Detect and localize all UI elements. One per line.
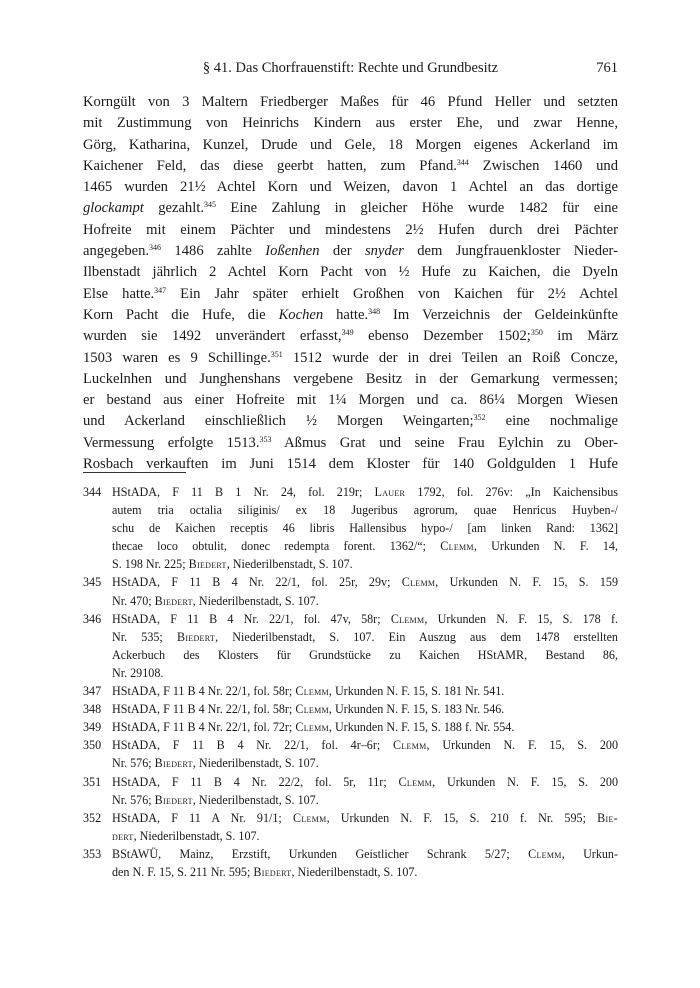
- footnote-line: thecae loco obtulit, donec redempta forent. 1362/“; Clemm, Urkunden N. F. 14,: [112, 539, 618, 554]
- footnote-line: HStADA, F 11 B 4 Nr. 22/1, fol. 47v, 58r; Clemm, Urkunden N. F. 15, S. 178 f.: [112, 611, 618, 626]
- footnote: [83, 845, 618, 881]
- footnote-ref: 345: [204, 200, 216, 210]
- footnote-line: HStADA, F 11 B 4 Nr. 22/1, fol. 25r, 29v; Clemm, Urkunden N. F. 15, S. 159: [112, 575, 618, 590]
- footnote-number: 353: [83, 846, 102, 861]
- body-line: 1465 wurden 21½ Achtel Korn und Weizen, davon 1 Achtel an das dortige: [83, 179, 618, 196]
- footnote: [83, 610, 618, 682]
- body-line: und Ackerland einschließlich ½ Morgen Weingarten;$^{352}$ eine nochmalige: [83, 413, 618, 430]
- footnote-line: schu de Kaichen receptis 46 libris Hallensibus hypo-/ [am linken Rand: 1362]: [112, 521, 618, 536]
- body-line: glockampt gezahlt.$^{345}$ Eine Zahlung in gleicher Höhe wurde 1482 für eine: [83, 200, 618, 217]
- footnote-ref: 344: [456, 157, 469, 167]
- footnote-line: Nr. 470; Biedert, Niederilbenstadt, S. 107.: [112, 593, 319, 608]
- footnote-ref: 351: [270, 349, 283, 359]
- footnote-ref: 352: [473, 413, 486, 423]
- footnote-number: 350: [83, 738, 102, 753]
- footnote-line: HStADA, F 11 B 4 Nr. 22/2, fol. 5r, 11r; Clemm, Urkunden N. F. 15, S. 200: [112, 774, 618, 789]
- body-line: Korn Pacht die Hufe, die Kochen hatte.$^{348}$ Im Verzeichnis der Geldeinkünfte: [83, 306, 618, 323]
- footnote-line: HStADA, F 11 B 4 Nr. 22/1, fol. 58r; Clemm, Urkunden N. F. 15, S. 181 Nr. 541.: [112, 684, 505, 699]
- footnote-line: dert, Niederilbenstadt, S. 107.: [112, 828, 260, 843]
- footnote: [83, 682, 618, 700]
- body-line: Hofreite mit einem Pächter und mindestens 2½ Hufen durch drei Pächter: [83, 221, 618, 238]
- footnote: [83, 700, 618, 718]
- body-line: wurden sie 1492 unverändert erfasst,$^{349}$ ebenso Dezember 1502;$^{350}$ im März: [83, 328, 618, 345]
- footnote-ref: 347: [154, 285, 167, 295]
- body-line: angegeben.$^{346}$ 1486 zahlte Ioßenhen der snyder dem Jungfrauenkloster Nieder-: [83, 243, 618, 260]
- body-line: Rosbach verkauften im Juni 1514 dem Kloster für 140 Goldgulden 1 Hufe: [83, 456, 618, 473]
- footnote-line: HStADA, F 11 A Nr. 91/1; Clemm, Urkunden N. F. 15, S. 210 f. Nr. 595; Bie-: [112, 810, 618, 825]
- footnote-line: Nr. 576; Biedert, Niederilbenstadt, S. 107.: [112, 756, 319, 771]
- page-number: 761: [596, 60, 618, 76]
- footnote-line: Nr. 576; Biedert, Niederilbenstadt, S. 107.: [112, 792, 319, 807]
- body-line: mit Zustimmung von Heinrichs Kindern aus erster Ehe, und zwar Henne,: [83, 115, 618, 132]
- footnotes: [83, 483, 618, 881]
- footnote-number: 347: [83, 684, 102, 699]
- body-line: Görg, Katharina, Kunzel, Drude und Gele, 18 Morgen eigenes Ackerland im: [83, 136, 618, 153]
- body-line: Luckelnhen und Junghenshans vergebene Besitz in der Gemarkung vermessen;: [83, 370, 618, 387]
- body-line: 1503 waren es 9 Schillinge.$^{351}$ 1512 wurde der in drei Teilen an Roiß Concze,: [83, 349, 618, 366]
- footnote-line: autem tria octalia siliginis/ ex 18 Jugeribus agrorum, quae Henricus Huyben-/: [112, 503, 618, 518]
- footnote-number: 351: [83, 774, 102, 789]
- footnote-line: Ackerbuch des Klosters für Grundstücke zu Kaichen HStAMR, Bestand 86,: [112, 647, 618, 662]
- running-title: § 41. Das Chorfrauenstift: Rechte und Grundbesitz: [202, 60, 499, 76]
- body-line: Kaichener Feld, das diese geerbt hatten, zum Pfand.$^{344}$ Zwischen 1460 und: [83, 157, 618, 174]
- footnote-line: Nr. 29108.: [112, 665, 164, 680]
- footnote-number: 346: [83, 611, 102, 626]
- body-text: [83, 92, 618, 475]
- footnote: [83, 773, 618, 809]
- footnote-number: 348: [83, 702, 102, 717]
- footnote-ref: 348: [368, 306, 381, 316]
- footnote-separator: [83, 472, 186, 473]
- body-line: Vermessung erfolgte 1513.$^{353}$ Aßmus Grat und seine Frau Eylchin zu Ober-: [83, 434, 618, 451]
- footnote: [83, 809, 618, 845]
- footnote-line: BStAWÜ, Mainz, Erzstift, Urkunden Geistlicher Schrank 5/27; Clemm, Urkun-: [112, 846, 618, 861]
- footnote-number: 344: [83, 485, 102, 499]
- footnote: [83, 736, 618, 772]
- body-line: Ilbenstadt jährlich 2 Achtel Korn Pacht von ½ Hufe zu Kaichen, die Dyeln: [83, 264, 618, 281]
- footnote: [83, 483, 618, 573]
- footnote-ref: 350: [530, 328, 543, 338]
- footnote-line: HStADA, F 11 B 4 Nr. 22/1, fol. 58r; Clemm, Urkunden N. F. 15, S. 183 Nr. 546.: [112, 702, 505, 717]
- body-line: Korngült von 3 Maltern Friedberger Maßes für 46 Pfund Heller und setzten: [83, 94, 618, 110]
- footnote-number: 352: [83, 810, 102, 825]
- footnote-line: HStADA, F 11 B 4 Nr. 22/1, fol. 72r; Clemm, Urkunden N. F. 15, S. 188 f. Nr. 554.: [112, 720, 515, 735]
- running-header: [83, 60, 618, 80]
- footnote-ref: 346: [149, 243, 162, 253]
- footnote: [83, 573, 618, 609]
- footnote-line: HStADA, F 11 B 4 Nr. 22/1, fol. 4r–6r; Clemm, Urkunden N. F. 15, S. 200: [112, 738, 618, 753]
- footnote-line: den N. F. 15, S. 211 Nr. 595; Biedert, Niederilbenstadt, S. 107.: [112, 864, 418, 879]
- footnote-line: S. 198 Nr. 225; Biedert, Niederilbenstadt, S. 107.: [112, 557, 353, 572]
- footnote-ref: 353: [259, 434, 272, 444]
- footnote-number: 345: [83, 575, 102, 590]
- footnote: [83, 718, 618, 736]
- body-line: Else hatte.$^{347}$ Ein Jahr später erhielt Großhen von Kaichen für 2½ Achtel: [83, 285, 618, 302]
- footnote-number: 349: [83, 720, 102, 735]
- body-line: er bestand aus einer Hofreite mit 1¼ Morgen und ca. 86¼ Morgen Wiesen: [83, 392, 618, 409]
- footnote-line: Nr. 535; Biedert, Niederilbenstadt, S. 107. Ein Auszug aus dem 1478 erstellten: [112, 629, 618, 644]
- footnote-line: HStADA, F 11 B 1 Nr. 24, fol. 219r; Lauer 1792, fol. 276v: „In Kaichensibus: [112, 485, 618, 499]
- footnote-ref: 349: [341, 328, 354, 338]
